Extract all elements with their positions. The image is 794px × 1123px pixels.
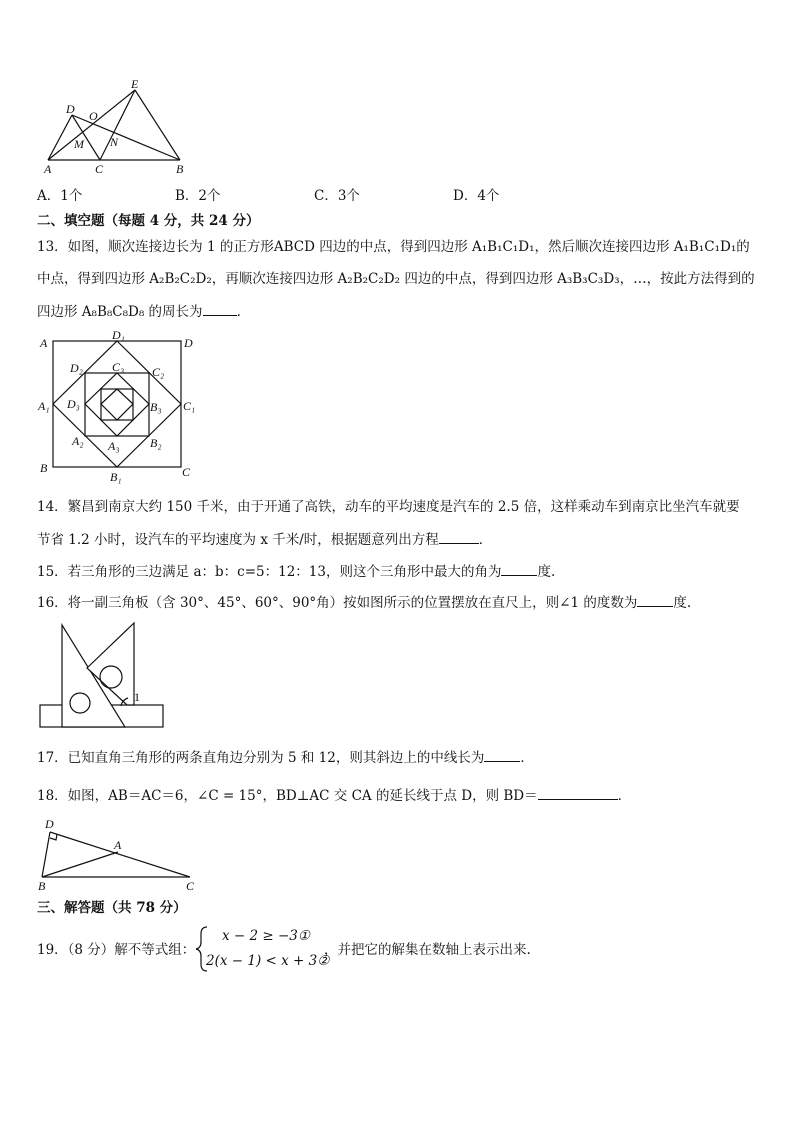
q19-inequality-2: 2(x − 1) < x + 3② [206,953,330,969]
q14-line1: 14．繁昌到南京大约 150 千米，由于开通了高铁，动车的平均速度是汽车的 2.5 倍，这样乘动车到南京比坐汽车就要 [37,499,740,515]
q13-end: ． [236,304,251,320]
fig13-D1: D₁ [112,328,125,342]
fig12-label-o: O [89,109,98,123]
fig13-B1: B₁ [110,470,122,484]
section-2-heading: 二、填空题（每题 4 分，共 24 分） [37,213,260,229]
fig13-A: A [40,336,48,350]
fig13-A3: A₃ [108,439,120,453]
fig18-C: C [186,879,195,893]
fig13-C3: C₃ [112,360,125,374]
q17-end: ． [520,750,534,766]
option-c: C．3个 [314,188,360,204]
q16-text: 16．将一副三角板（含 30°、45°、60°、90°角）按如图所示的位置摆放在直尺上，则∠1 的度数为 [37,595,638,611]
q18-text: 18．如图，AB＝AC＝6，∠C = 15°，BD⊥AC 交 CA 的延长线于点 D，则 BD＝ [37,788,538,804]
fig13-B3: B₃ [150,400,162,414]
q19-prefix: 19．（8 分）解不等式组： [37,942,196,958]
q17-text: 17．已知直角三角形的两条直角边分别为 5 和 12，则其斜边上的中线长为 [37,750,485,766]
fig12-label-b: B [176,162,184,176]
fig18-D: D [45,817,54,831]
fig12-label-m: M [74,137,84,151]
q19-inequality-1: x − 2 ≥ −3① [222,928,310,944]
fig12-label-d: D [66,102,75,116]
fig12-label-a: A [44,162,52,176]
q15-text: 15．若三角形的三边满足 a：b：c=5：12：13，则这个三角形中最大的角为 [37,564,502,580]
q14-end: ． [478,532,493,548]
q13-line2: 中点，得到四边形 A₂B₂C₂D₂，再顺次连接四边形 A₂B₂C₂D₂ 四边的中点，得到四边形 A₃B₃C₃D₃，…，按此方法得到的 [37,271,755,287]
fig12-label-c: C [95,162,104,176]
fig18-A: A [114,838,122,852]
option-d: D．4个 [453,188,500,204]
q13-line1: 13．如图，顺次连接边长为 1 的正方形ABCD 四边的中点，得到四边形 A₁B₁C₁D₁，然后顺次连接四边形 A₁B₁C₁D₁的 [37,239,750,255]
fig13-C1: C₁ [183,399,196,413]
option-b: B．2个 [175,188,221,204]
fig16-angle-1: 1 [134,690,140,704]
q13-text: 四边形 A₈B₈C₈D₈ 的周长为 [37,304,203,320]
q18-end: ． [617,788,632,804]
fig18-B: B [38,879,46,893]
fig13-D2: D₂ [70,361,83,375]
q16-end: 度. [673,595,692,611]
section-3-heading: 三、解答题（共 78 分） [37,900,187,916]
q15-end: 度. [537,564,556,580]
fig13-B2: B₂ [150,436,162,450]
fig13-A2: A₂ [72,434,84,448]
fig13-D: D [184,336,193,350]
fig13-D3: D₃ [67,397,80,411]
fig12-label-n: N [110,135,119,149]
fig12-label-e: E [131,77,139,91]
fig13-B: B [40,461,48,475]
q19-suffix: ，并把它的解集在数轴上表示出来. [324,942,531,958]
q14-text: 节省 1.2 小时，设汽车的平均速度为 x 千米/时，根据题意列出方程 [37,532,439,548]
fig13-A1: A₁ [38,399,50,413]
option-a: A．1个 [37,188,83,204]
fig13-C2: C₂ [152,365,165,379]
fig13-C: C [182,465,191,479]
